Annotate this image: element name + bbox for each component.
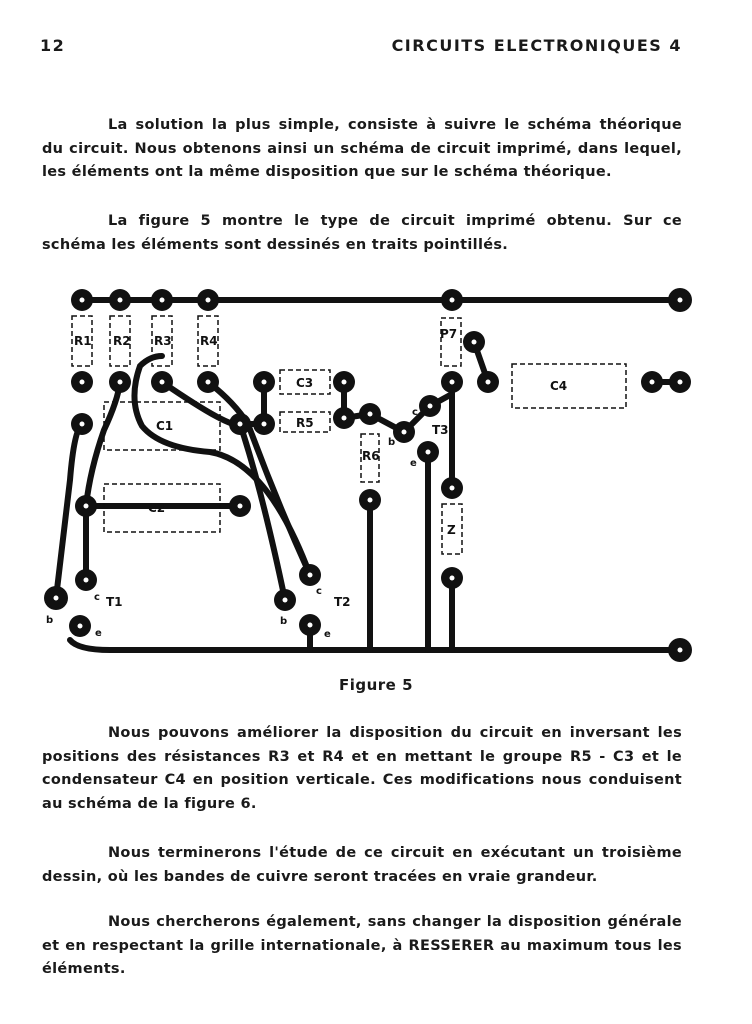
pin-t3-e: e — [410, 458, 417, 469]
trace-r2-t1c — [86, 382, 120, 580]
paragraph-2: La figure 5 montre le type de circuit imprimé obtenu. Sur ce schéma les éléments sont dessinés en traits pointillés. — [42, 213, 682, 253]
label-c1: C1 — [156, 419, 174, 433]
paragraph-5: Nous chercherons également, sans changer la disposition générale et en respectant la grille internationale, à RESSERER au maximum tous les éléments. — [42, 914, 682, 977]
outline-p7 — [441, 318, 461, 366]
pin-t2-b: b — [280, 616, 288, 627]
pin-t1-b: b — [46, 615, 54, 626]
paragraph-3: Nous pouvons améliorer la disposition du circuit en inversant les positions des résistances R3 et R4 et en mettant le groupe R5 - C3 et le condensateur C4 en position verticale. Ces modifications nous conduisent au schéma de la figure 6. — [42, 725, 682, 812]
outline-c4 — [512, 364, 626, 408]
label-t1: T1 — [106, 595, 123, 609]
label-t3: T3 — [432, 423, 449, 437]
label-c3: C3 — [296, 376, 314, 390]
pin-t3-c: c — [412, 407, 418, 418]
label-r3: R3 — [154, 334, 172, 348]
running-title: CIRCUITS ELECTRONIQUES 4 — [391, 36, 682, 55]
pin-t3-b: b — [388, 437, 396, 448]
page-number: 12 — [40, 36, 66, 55]
page-header — [40, 36, 682, 60]
label-r6: R6 — [362, 449, 380, 463]
label-r2: R2 — [113, 334, 131, 348]
paragraph-1: La solution la plus simple, consiste à suivre le schéma théorique du circuit. Nous obtenons ainsi un schéma de circuit imprimé, dans lequel, les éléments ont la même disposition que sur le schéma théorique. — [42, 117, 682, 180]
figure-caption: Figure 5 — [338, 676, 414, 694]
label-r4: R4 — [200, 334, 218, 348]
label-c2: C2 — [148, 501, 166, 515]
label-z: Z — [447, 523, 456, 537]
pin-t1-c: c — [94, 592, 100, 603]
pin-t1-e: e — [95, 628, 102, 639]
label-r1: R1 — [74, 334, 92, 348]
pin-t2-c: c — [316, 586, 322, 597]
transistor-labels — [106, 423, 449, 609]
bottom-rail-trace — [70, 640, 680, 650]
figure-5-circuit — [0, 270, 752, 670]
label-t2: T2 — [334, 595, 351, 609]
pin-t2-e: e — [324, 629, 331, 640]
label-p7: P7 — [440, 327, 458, 341]
label-r5: R5 — [296, 416, 314, 430]
paragraph-4: Nous terminerons l'étude de ce circuit en exécutant un troisième dessin, où les bandes de cuivre seront tracées en vraie grandeur. — [42, 845, 682, 885]
label-c4: C4 — [550, 379, 568, 393]
printed-circuit-diagram — [0, 270, 752, 670]
copper-traces — [56, 300, 680, 650]
